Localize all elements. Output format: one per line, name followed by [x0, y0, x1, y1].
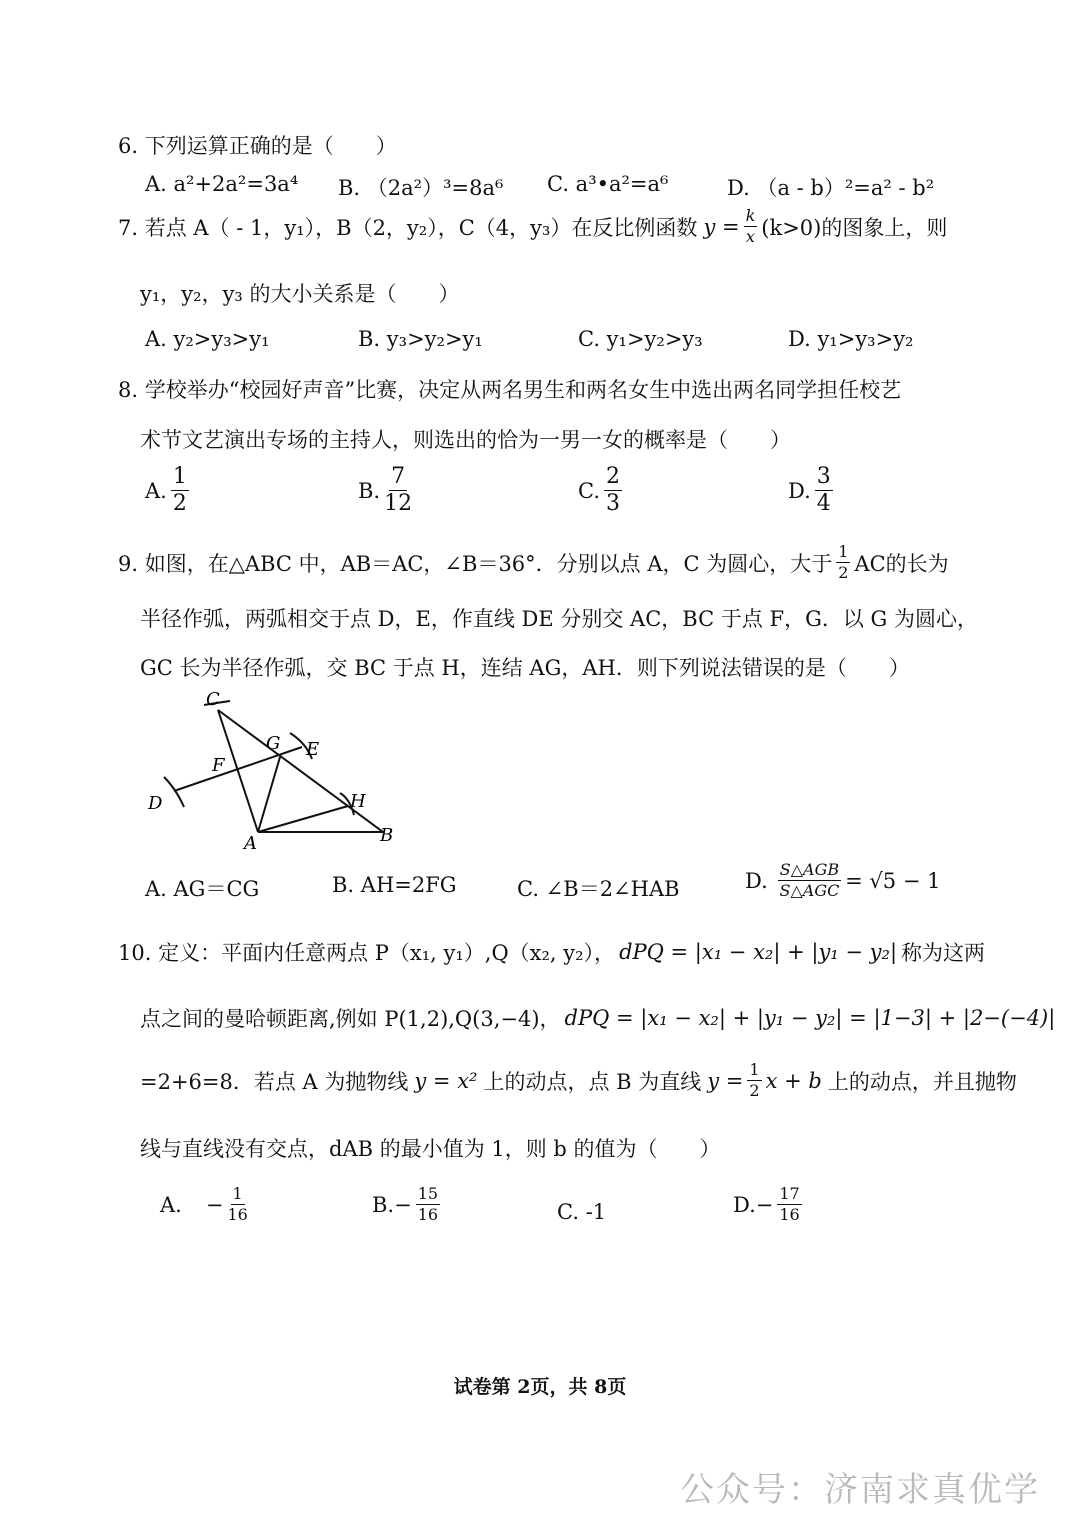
q8-option-b — [358, 466, 416, 515]
q7-option-c: C. y₁>y₂>y₃ — [578, 327, 703, 351]
q10-line3-b: 上的动点，点 B 为直线 — [483, 1069, 702, 1094]
q7-stem-line1 — [118, 208, 947, 245]
q8-option-c-label: C. — [578, 478, 600, 503]
q6-option-a: A. a²+2a²=3a⁴ — [145, 172, 299, 196]
q8-stem-line1: 8. 学校举办“校园好声音”比赛，决定从两名男生和两名女生中选出两名同学担任校艺 — [118, 378, 902, 402]
q10-line2 — [140, 1003, 1055, 1033]
q6-option-d: D. （a - b）²=a² - b² — [727, 176, 935, 200]
q10-option-d-num: 17 — [779, 1184, 800, 1203]
q7-option-d: D. y₁>y₃>y₂ — [788, 327, 914, 351]
q9-line2: 半径作弧，两弧相交于点 D，E，作直线 DE 分别交 AC，BC 于点 F，G．以 G 为圆心， — [140, 607, 978, 631]
q10-line1-a: 10. 定义：平面内任意两点 P（x₁, y₁）,Q（x₂, y₂）， — [118, 941, 616, 965]
q9-option-c: C. ∠B＝2∠HAB — [517, 877, 680, 901]
q10-option-a-label: A. — [160, 1192, 182, 1217]
q10-line-num: 1 — [749, 1060, 760, 1079]
q10-option-b-frac — [416, 1186, 440, 1223]
line-de — [174, 747, 302, 791]
q9-half-num: 1 — [838, 542, 849, 561]
q9-option-a: A. AG＝CG — [145, 877, 260, 901]
q8-option-c-num: 2 — [606, 464, 620, 489]
q9-half-fraction — [836, 544, 850, 581]
q10-option-b-den: 16 — [417, 1205, 439, 1224]
segment-ah — [258, 806, 348, 832]
q8-stem-line2: 术节文艺演出专场的主持人，则选出的恰为一男一女的概率是（ ） — [140, 428, 791, 452]
q10-line2-formula: dPQ = |x₁ − x₂| + |y₁ − y₂| = |1−3| + |2−(−4)| — [564, 1006, 1056, 1030]
q8-option-d — [788, 466, 837, 515]
figure-label-g: G — [266, 733, 281, 754]
q10-option-b — [372, 1186, 444, 1223]
q10-line3-c: 上的动点，并且抛物 — [827, 1069, 1017, 1094]
q10-option-d — [733, 1186, 806, 1223]
q7-fraction — [744, 208, 758, 245]
q9-option-d-label: D. — [745, 868, 768, 893]
q10-option-d-sign: − — [755, 1192, 774, 1217]
q7-frac-num: k — [745, 206, 756, 225]
q10-option-b-sign: − — [394, 1192, 412, 1217]
figure-label-d: D — [148, 793, 163, 814]
q10-option-c-text: -1 — [585, 1200, 607, 1224]
figure-label-f: F — [212, 755, 225, 776]
q10-line1-b: 称为这两 — [901, 941, 986, 965]
q7-stem-part2: (k>0)的图象上，则 — [761, 215, 948, 240]
q7-stem-line2: y₁，y₂，y₃ 的大小关系是（ ） — [140, 282, 460, 306]
q10-line4: 线与直线没有交点，dAB 的最小值为 1，则 b 的值为（ ） — [140, 1137, 721, 1161]
q10-line-lhs: y = — [707, 1068, 744, 1093]
q9-half-den: 2 — [838, 563, 849, 582]
q10-option-a — [160, 1186, 252, 1223]
q10-option-d-label: D. — [733, 1192, 756, 1217]
q10-line-den: 2 — [749, 1081, 760, 1100]
q10-option-d-frac — [777, 1186, 801, 1223]
figure-label-e: E — [306, 739, 320, 760]
q8-option-d-den: 4 — [816, 491, 831, 516]
q9-option-d-rhs: = √5 − 1 — [845, 868, 941, 893]
q10-line-frac — [747, 1062, 761, 1099]
q9-line1-a: 9. 如图，在△ABC 中，AB＝AC，∠B＝36°．分别以点 A，C 为圆心，大于 — [118, 551, 833, 576]
q7-stem-part1: 7. 若点 A（ - 1，y₁），B（2，y₂），C（4，y₃）在反比例函数 — [118, 215, 698, 240]
q10-option-b-num: 15 — [417, 1184, 439, 1203]
q8-option-d-frac — [815, 466, 833, 515]
q9-option-d-num: S△AGB — [779, 860, 840, 879]
q10-option-a-sign: − — [205, 1192, 224, 1217]
q8-option-b-label: B. — [358, 478, 381, 503]
q10-option-d-den: 16 — [779, 1205, 800, 1224]
figure-label-b: B — [380, 825, 394, 846]
q8-option-a-frac — [171, 466, 189, 515]
figure-label-h: H — [350, 791, 366, 812]
q8-option-c-den: 3 — [606, 491, 620, 516]
figure-label-a: A — [244, 833, 257, 854]
q9-option-d — [745, 862, 940, 899]
q8-option-b-frac — [384, 466, 412, 515]
page-footer: 试卷第 2页，共 8页 — [453, 1376, 627, 1398]
q9-line3: GC 长为半径作弧，交 BC 于点 H，连结 AG，AH．则下列说法错误的是（ ） — [140, 656, 910, 680]
q10-line1 — [118, 937, 985, 967]
q10-line-rhs: x + b — [765, 1068, 822, 1093]
q10-option-a-num: 1 — [232, 1184, 243, 1203]
q7-formula-lhs: y = — [703, 214, 740, 239]
q6-option-c: C. a³•a²=a⁶ — [547, 172, 669, 196]
q9-option-d-den: S△AGC — [779, 881, 840, 900]
q8-option-a-label: A. — [145, 478, 167, 503]
q8-option-b-den: 12 — [384, 491, 413, 516]
arc-d — [164, 777, 184, 807]
q7-option-a: A. y₂>y₃>y₁ — [145, 327, 270, 351]
q10-option-a-den: 16 — [227, 1205, 248, 1224]
q9-line1-b: AC的长为 — [854, 551, 949, 576]
q9-option-d-frac — [778, 862, 841, 899]
q10-option-c — [557, 1200, 606, 1224]
q10-parabola: y = x² — [414, 1068, 478, 1093]
q7-frac-den: x — [745, 227, 755, 246]
q7-option-b: B. y₃>y₂>y₁ — [358, 327, 483, 351]
q10-option-b-label: B. — [372, 1192, 395, 1217]
q6-option-b: B. （2a²）³=8a⁶ — [338, 176, 504, 200]
q10-line3-a: =2+6=8．若点 A 为抛物线 — [140, 1069, 409, 1094]
segment-cb — [218, 710, 383, 832]
q10-option-a-frac — [227, 1186, 247, 1223]
q9-option-b: B. AH=2FG — [332, 873, 457, 897]
q8-option-d-label: D. — [788, 478, 811, 503]
q8-option-a-den: 2 — [172, 491, 187, 516]
q9-triangle-figure — [140, 685, 410, 855]
q8-option-c — [578, 466, 626, 515]
q9-line1 — [118, 544, 949, 581]
q8-option-c-frac — [604, 466, 622, 515]
q8-option-d-num: 3 — [816, 464, 831, 489]
q8-option-a — [145, 466, 193, 515]
q10-line3 — [140, 1062, 1017, 1099]
q6-stem: 6. 下列运算正确的是（ ） — [118, 134, 397, 158]
q8-option-b-num: 7 — [391, 464, 406, 489]
figure-label-c: C — [206, 689, 220, 710]
watermark: 公众号：济南求真优学 — [680, 1470, 1040, 1510]
q8-option-a-num: 1 — [172, 464, 187, 489]
segment-ag — [258, 757, 280, 832]
q10-option-c-label: C. — [557, 1200, 579, 1224]
q10-line1-formula: dPQ = |x₁ − x₂| + |y₁ − y₂| — [619, 940, 898, 964]
q10-line2-a: 点之间的曼哈顿距离,例如 P(1,2),Q(3,−4)， — [140, 1007, 561, 1031]
